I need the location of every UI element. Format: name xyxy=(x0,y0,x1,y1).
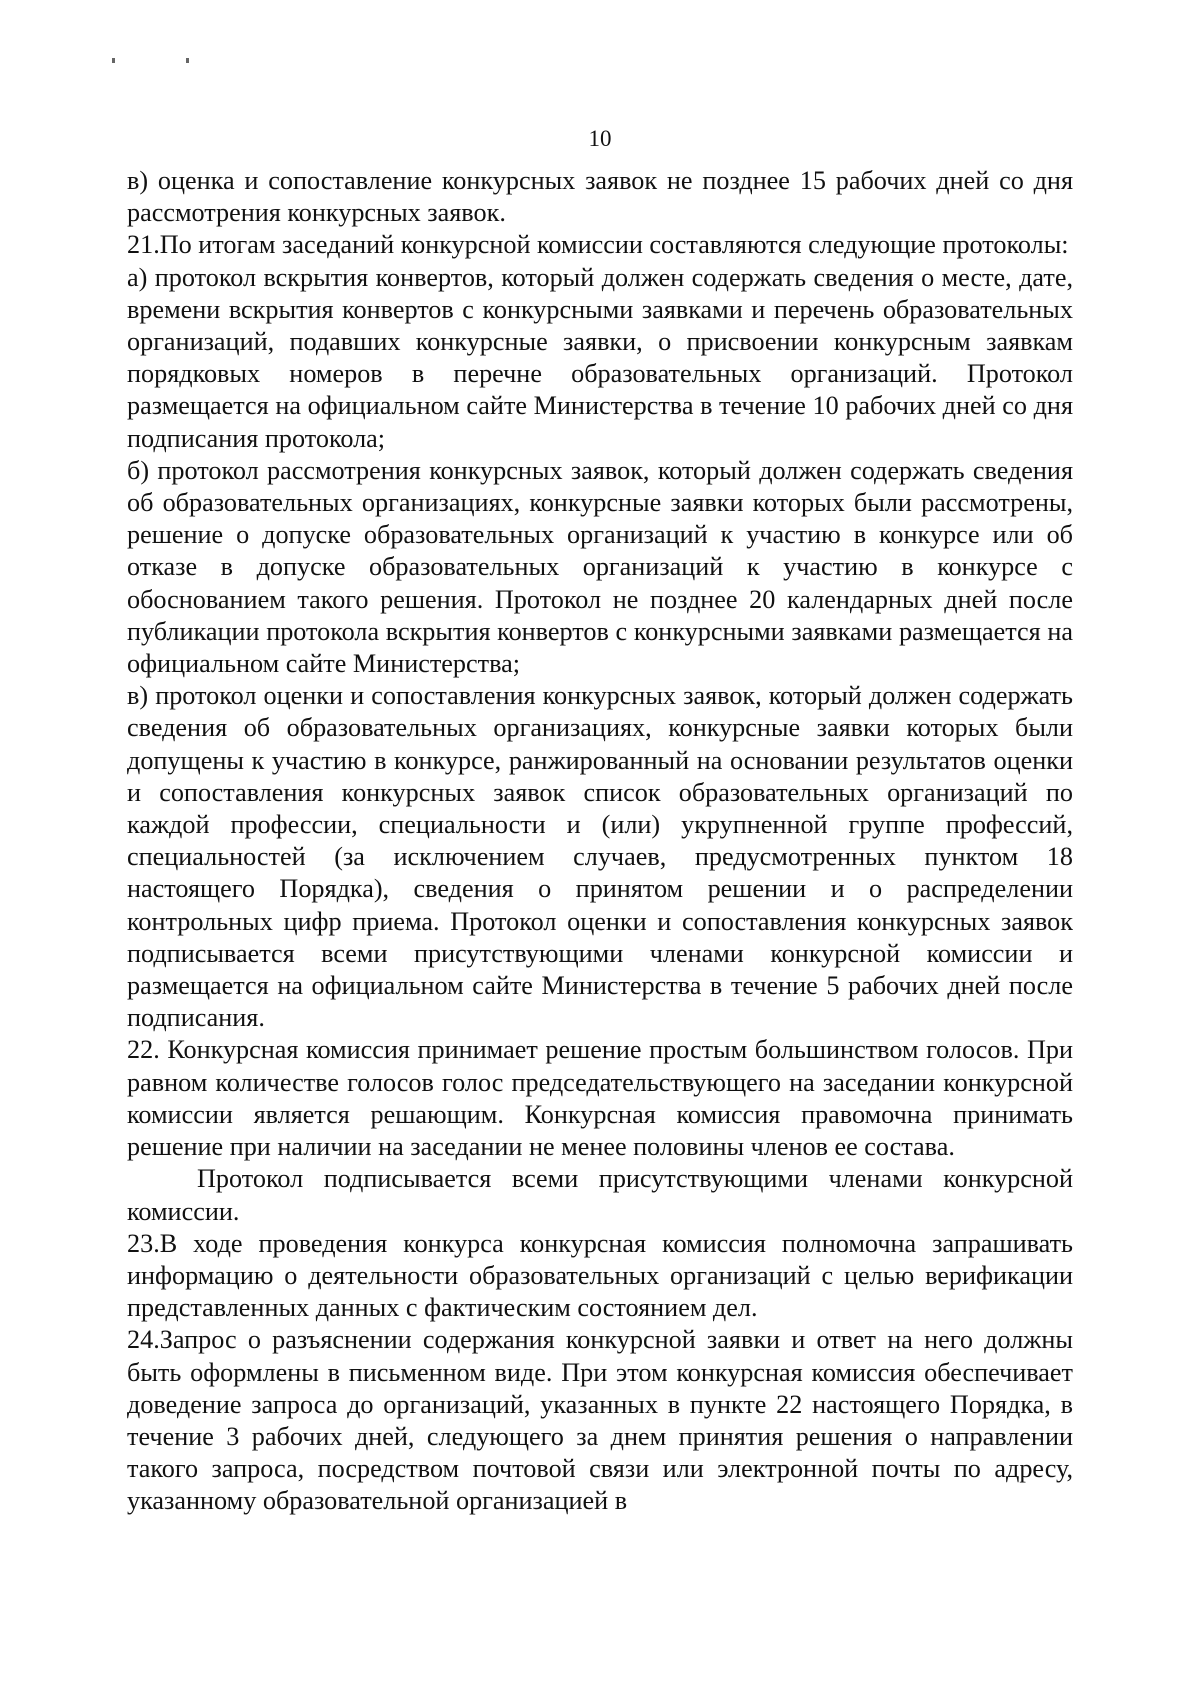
paragraph-protocol-evaluation: в) протокол оценки и сопоставления конкурсных заявок, который должен содержать сведения об образовательных организациях, конкурсные заявки которых были допущены к участию в конкурсе, ранжированный на основании результатов оценки и сопоставления конкурсных заявок список образовательных организаций по каждой профессии, специальности и (или) укрупненной группе профессий, специальностей (за исключением случаев, предусмотренных пунктом 18 настоящего Порядка), сведения о принятом решении и о распределении контрольных цифр приема. Протокол оценки и сопоставления конкурсных заявок подписывается всеми присутствующими членами конкурсной комиссии и размещается на официальном сайте Министерства в течение 5 рабочих дней после подписания. xyxy=(127,681,1073,1033)
paragraph-protocol-review: б) протокол рассмотрения конкурсных заявок, который должен содержать сведения об образовательных организациях, конкурсные заявки которых были рассмотрены, решение о допуске образовательных организаций к участию в конкурсе или об отказе в допуске образовательных организаций к участию в конкурсе с обоснованием такого решения. Протокол не позднее 20 календарных дней после публикации протокола вскрытия конвертов с конкурсными заявками размещается на официальном сайте Министерства; xyxy=(127,455,1073,679)
paragraph-22-decision: 22. Конкурсная комиссия принимает решение простым большинством голосов. При равном количестве голосов голос председательствующего на заседании конкурсной комиссии является решающим. Конкурсная комиссия правомочна принимать решение при наличии на заседании не менее половины членов ее состава. xyxy=(127,1035,1073,1162)
document-body xyxy=(127,165,1073,1518)
paragraph-protocol-signature: Протокол подписывается всеми присутствующими членами конкурсной комиссии. xyxy=(127,1164,1073,1226)
scan-artifact-marks xyxy=(112,58,202,68)
paragraph-23-information-request: 23.В ходе проведения конкурса конкурсная комиссия полномочна запрашивать информацию о деятельности образовательных организаций с целью верификации представленных данных с фактическим состоянием дел. xyxy=(127,1228,1073,1323)
paragraph-21-protocols: 21.По итогам заседаний конкурсной комиссии составляются следующие протоколы: xyxy=(127,230,1069,260)
paragraph-item-v-deadline: в) оценка и сопоставление конкурсных заявок не позднее 15 рабочих дней со дня рассмотрения конкурсных заявок. xyxy=(127,166,1073,228)
page-number: 10 xyxy=(588,126,612,151)
paragraph-24-clarification-request: 24.Запрос о разъяснении содержания конкурсной заявки и ответ на него должны быть оформлены в письменном виде. При этом конкурсная комиссия обеспечивает доведение запроса до организаций, указанных в пункте 22 настоящего Порядка, в течение 3 рабочих дней, следующего за днем принятия решения о направлении такого запроса, посредством почтовой связи или электронной почты по адресу, указанному образовательной организацией в xyxy=(127,1325,1073,1516)
paragraph-protocol-opening: а) протокол вскрытия конвертов, который должен содержать сведения о месте, дате, времени вскрытия конвертов с конкурсными заявками и перечень образовательных организаций, подавших конкурсные заявки, о присвоении конкурсным заявкам порядковых номеров в перечне образовательных организаций. Протокол размещается на официальном сайте Министерства в течение 10 рабочих дней со дня подписания протокола; xyxy=(127,262,1073,453)
